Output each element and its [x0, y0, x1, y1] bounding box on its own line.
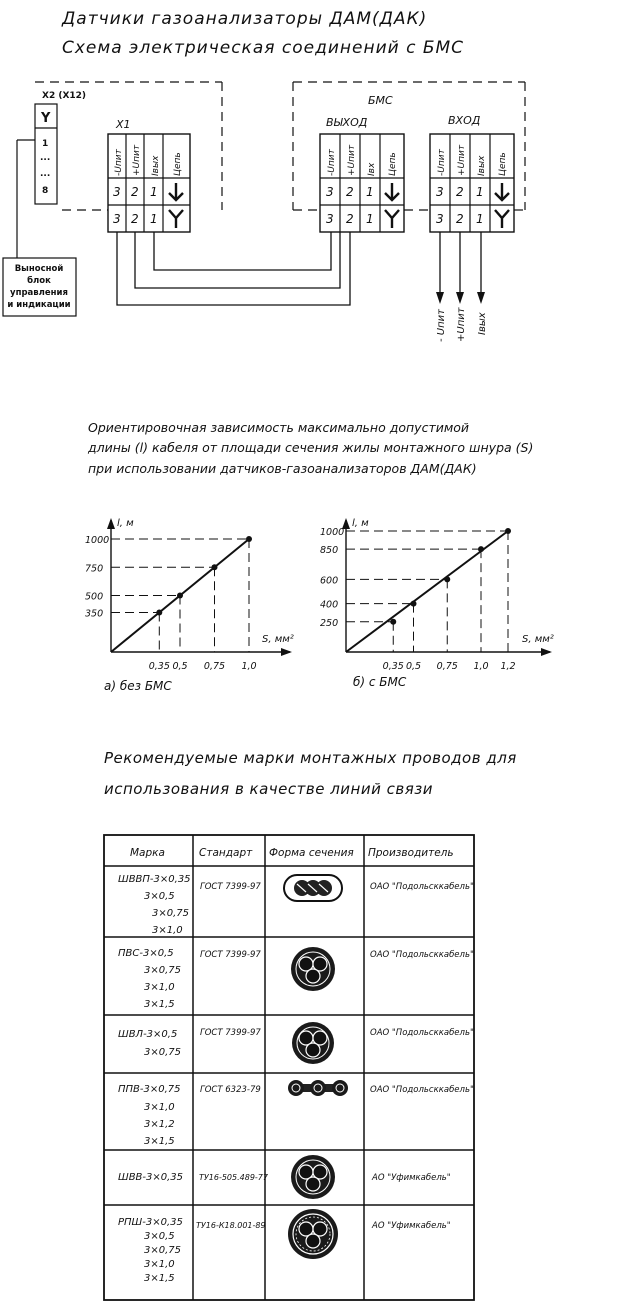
chart-b-y-tick-4: 1000	[320, 527, 345, 538]
row5-mark-0: ШВВ-3×0,35	[118, 1172, 184, 1183]
out-label-iout: Iвых	[477, 312, 488, 335]
x2-pin-dots-2: ...	[40, 169, 51, 179]
row6-mark-3: 3×1,0	[144, 1259, 175, 1270]
chart-b-x-tick-4: 1,2	[500, 661, 516, 672]
row3-standard: ГОСТ 7399-97	[200, 1028, 261, 1038]
row6-mark-2: 3×0,75	[144, 1245, 182, 1256]
col-header-mark: Марка	[130, 847, 165, 859]
chart-a-y-tick-3: 1000	[85, 535, 110, 546]
x2-label: X2 (X12)	[42, 91, 87, 101]
chart-b-x-tick-0: 0,35	[382, 661, 404, 672]
row2-standard: ГОСТ 7399-97	[200, 950, 261, 960]
col-header-section: Форма сечения	[269, 847, 354, 859]
chart-a-y-axis-label: l, м	[117, 518, 134, 529]
row4-mark-3: 3×1,5	[144, 1136, 175, 1147]
chart-b-x-tick-1: 0,5	[405, 661, 422, 672]
round-cable-section-icon	[292, 1022, 334, 1064]
x1-r2-2: 2	[131, 212, 139, 226]
chart-a-data-point-1	[177, 593, 183, 599]
bms-label: БМС	[368, 94, 393, 107]
vhod-r1-3: 3	[436, 185, 444, 199]
graph-caption-line-3: при использовании датчиков-газоанализаторов ДАМ(ДАК)	[88, 461, 477, 476]
x1-label: X1	[116, 118, 131, 131]
chart-a-x-tick-0: 0,35	[148, 661, 170, 672]
connection-schematic	[3, 82, 525, 342]
doc-subtitle: Схема электрическая соединений с БМС	[62, 38, 465, 58]
x1-col-iout: Iвых	[151, 155, 161, 176]
vhod-r2-2: 2	[456, 212, 464, 226]
chart-b-y-axis-label: l, м	[352, 518, 369, 529]
vhod-col-iout: Iвых	[477, 155, 487, 176]
chart-b-y-tick-2: 600	[320, 575, 339, 587]
vhod-arrow-down-icon	[495, 183, 509, 200]
vhod-r2-3: 3	[436, 212, 444, 226]
vhod-col-circuit: Цепь	[498, 152, 508, 176]
chart-with-bms	[320, 518, 554, 689]
chart-a-data-point-2	[212, 564, 218, 570]
x1-r2-1: 1	[150, 212, 158, 226]
row3-mark-0: ШВЛ-3×0,5	[118, 1029, 178, 1040]
table-row	[118, 1080, 474, 1147]
x2-pin-y: Y	[41, 111, 51, 126]
x1-r1-1: 1	[150, 185, 158, 199]
remote-block-line-4: и индикации	[7, 300, 71, 310]
vyhod-col-iin: Iвх	[367, 162, 377, 176]
x1-col-plus: +Uпит	[132, 144, 142, 176]
wires-table	[104, 835, 474, 1300]
row2-maker: ОАО "Подольсккабель"	[370, 950, 474, 960]
row6-mark-0: РПШ-3×0,35	[118, 1217, 183, 1228]
table-row	[118, 1209, 451, 1284]
chart-a-y-tick-1: 500	[85, 591, 104, 603]
chart-a-x-tick-3: 1,0	[241, 661, 257, 672]
vyhod-r2-2: 2	[346, 212, 354, 226]
out-label-minus: - Uпит	[436, 309, 447, 342]
chart-b-x-tick-3: 1,0	[473, 661, 489, 672]
x1-r2-3: 3	[113, 212, 121, 226]
table-row	[118, 947, 474, 1010]
row3-mark-1: 3×0,75	[144, 1047, 182, 1058]
row6-maker: АО "Уфимкабель"	[372, 1221, 451, 1231]
vhod-label: ВХОД	[448, 114, 481, 127]
chart-b-chart-title: б) с БМС	[353, 675, 407, 689]
flat-oval-section-icon	[284, 875, 342, 901]
x2-pin-1: 1	[42, 139, 49, 149]
connection-wires	[117, 232, 350, 305]
vhod-col-plus: +Uпит	[457, 144, 467, 176]
vyhod-col-minus: -Uпит	[327, 149, 337, 176]
row6-mark-1: 3×0,5	[144, 1231, 175, 1242]
doc-title: Датчики газоанализаторы ДАМ(ДАК)	[62, 9, 428, 29]
chart-b-y-tick-0: 250	[320, 617, 339, 629]
x1-terminal-block	[108, 134, 190, 232]
remote-block-line-3: управления	[10, 288, 68, 298]
vhod-r1-2: 2	[456, 185, 464, 199]
col-header-maker: Производитель	[368, 847, 454, 859]
row6-standard: ТУ16-К18.001-89	[196, 1221, 266, 1230]
remote-block-line-1: Выносной	[14, 264, 64, 274]
vhod-fork-icon	[495, 210, 509, 228]
vyhod-r1-2: 2	[346, 185, 354, 199]
row3-maker: ОАО "Подольсккабель"	[370, 1028, 474, 1038]
vyhod-r1-3: 3	[326, 185, 334, 199]
row1-standard: ГОСТ 7399-97	[200, 882, 261, 892]
row4-mark-0: ППВ-3×0,75	[118, 1084, 181, 1095]
chart-a-x-tick-1: 0,5	[172, 661, 188, 672]
vyhod-col-circuit: Цепь	[388, 152, 398, 176]
row4-maker: ОАО "Подольсккабель"	[370, 1085, 474, 1095]
chart-b-data-point-3	[478, 546, 484, 552]
x1-r1-2: 2	[131, 185, 139, 199]
chart-b-y-tick-3: 850	[320, 545, 339, 557]
table-row	[118, 1155, 451, 1199]
row2-mark-3: 3×1,5	[144, 999, 175, 1010]
round-cable-section-icon	[291, 947, 335, 991]
x2-pin-dots-1: ...	[40, 153, 51, 163]
vyhod-fork-icon	[385, 210, 399, 228]
chart-a-y-tick-0: 350	[85, 608, 104, 620]
chart-b-x-axis-label: S, мм²	[522, 634, 554, 645]
x1-r1-3: 3	[113, 185, 121, 199]
vyhod-col-plus: +Uпит	[347, 144, 357, 176]
row1-mark-0: ШВВП-3×0,35	[118, 874, 191, 885]
row5-maker: АО "Уфимкабель"	[372, 1173, 451, 1183]
wires-heading-line-2: использования в качестве линий связи	[104, 780, 433, 798]
graph-caption-line-2: длины (l) кабеля от площади сечения жилы монтажного шнура (S)	[88, 440, 534, 455]
round-cable-section-icon	[291, 1155, 335, 1199]
chart-b-y-tick-1: 400	[320, 599, 339, 611]
vyhod-r2-3: 3	[326, 212, 334, 226]
bms-output-terminal-block	[320, 134, 404, 232]
vyhod-r1-1: 1	[366, 185, 374, 199]
vyhod-r2-1: 1	[366, 212, 374, 226]
chart-b-data-point-4	[505, 528, 511, 534]
chart-a-x-axis-label: S, мм²	[262, 634, 294, 645]
row2-mark-0: ПВС-3×0,5	[118, 948, 174, 959]
chart-a-chart-title: а) без БМС	[104, 679, 172, 693]
chart-b-data-point-2	[444, 576, 450, 582]
row1-mark-3: 3×1,0	[152, 925, 183, 936]
x1-arrow-down-icon	[169, 183, 183, 200]
chart-a-y-axis-arrow	[107, 518, 115, 529]
chart-a-x-tick-2: 0,75	[203, 661, 226, 672]
x1-col-minus: -Uпит	[114, 149, 124, 176]
row6-mark-4: 3×1,5	[144, 1273, 175, 1284]
row4-standard: ГОСТ 6323-79	[200, 1085, 261, 1095]
chart-b-x-axis-arrow	[541, 648, 552, 656]
row2-mark-2: 3×1,0	[144, 982, 175, 993]
chart-b-data-point-0	[390, 619, 396, 625]
row2-mark-1: 3×0,75	[144, 965, 182, 976]
graph-caption-line-1: Ориентировочная зависимость максимально допустимой	[88, 420, 470, 435]
wires-heading-line-1: Рекомендуемые марки монтажных проводов для	[104, 749, 517, 767]
input-output-lines	[436, 232, 488, 342]
out-label-plus: +Uпит	[456, 307, 467, 342]
vhod-r2-1: 1	[476, 212, 484, 226]
bms-input-terminal-block	[430, 134, 514, 232]
row1-mark-1: 3×0,5	[144, 891, 175, 902]
table-row	[118, 1022, 474, 1064]
chart-b-x-tick-2: 0,75	[436, 661, 458, 672]
chart-b-data-point-1	[411, 601, 417, 607]
x1-col-circuit: Цепь	[173, 152, 183, 176]
row5-standard: ТУ16-505.489-77	[199, 1173, 268, 1182]
chart-a-data-point-0	[156, 609, 162, 615]
vhod-col-minus: -Uпит	[437, 149, 447, 176]
row1-maker: ОАО "Подольсккабель"	[370, 882, 474, 892]
x2-pin-8: 8	[42, 186, 49, 196]
row4-mark-2: 3×1,2	[144, 1119, 175, 1130]
chart-a-y-tick-2: 750	[85, 563, 104, 575]
vyhod-label: ВЫХОД	[326, 116, 368, 129]
row1-mark-2: 3×0,75	[152, 908, 190, 919]
remote-block-line-2: блок	[27, 276, 51, 286]
col-header-standard: Стандарт	[199, 847, 253, 859]
chart-a-x-axis-arrow	[281, 648, 292, 656]
table-row	[118, 874, 474, 936]
vhod-r1-1: 1	[476, 185, 484, 199]
chart-a-data-point-3	[246, 536, 252, 542]
row4-mark-1: 3×1,0	[144, 1102, 175, 1113]
x1-fork-icon	[169, 210, 183, 228]
chart-without-bms	[85, 518, 294, 693]
flat-three-section-icon	[288, 1080, 348, 1096]
vyhod-arrow-down-icon	[385, 183, 399, 200]
round-shielded-section-icon	[288, 1209, 338, 1259]
